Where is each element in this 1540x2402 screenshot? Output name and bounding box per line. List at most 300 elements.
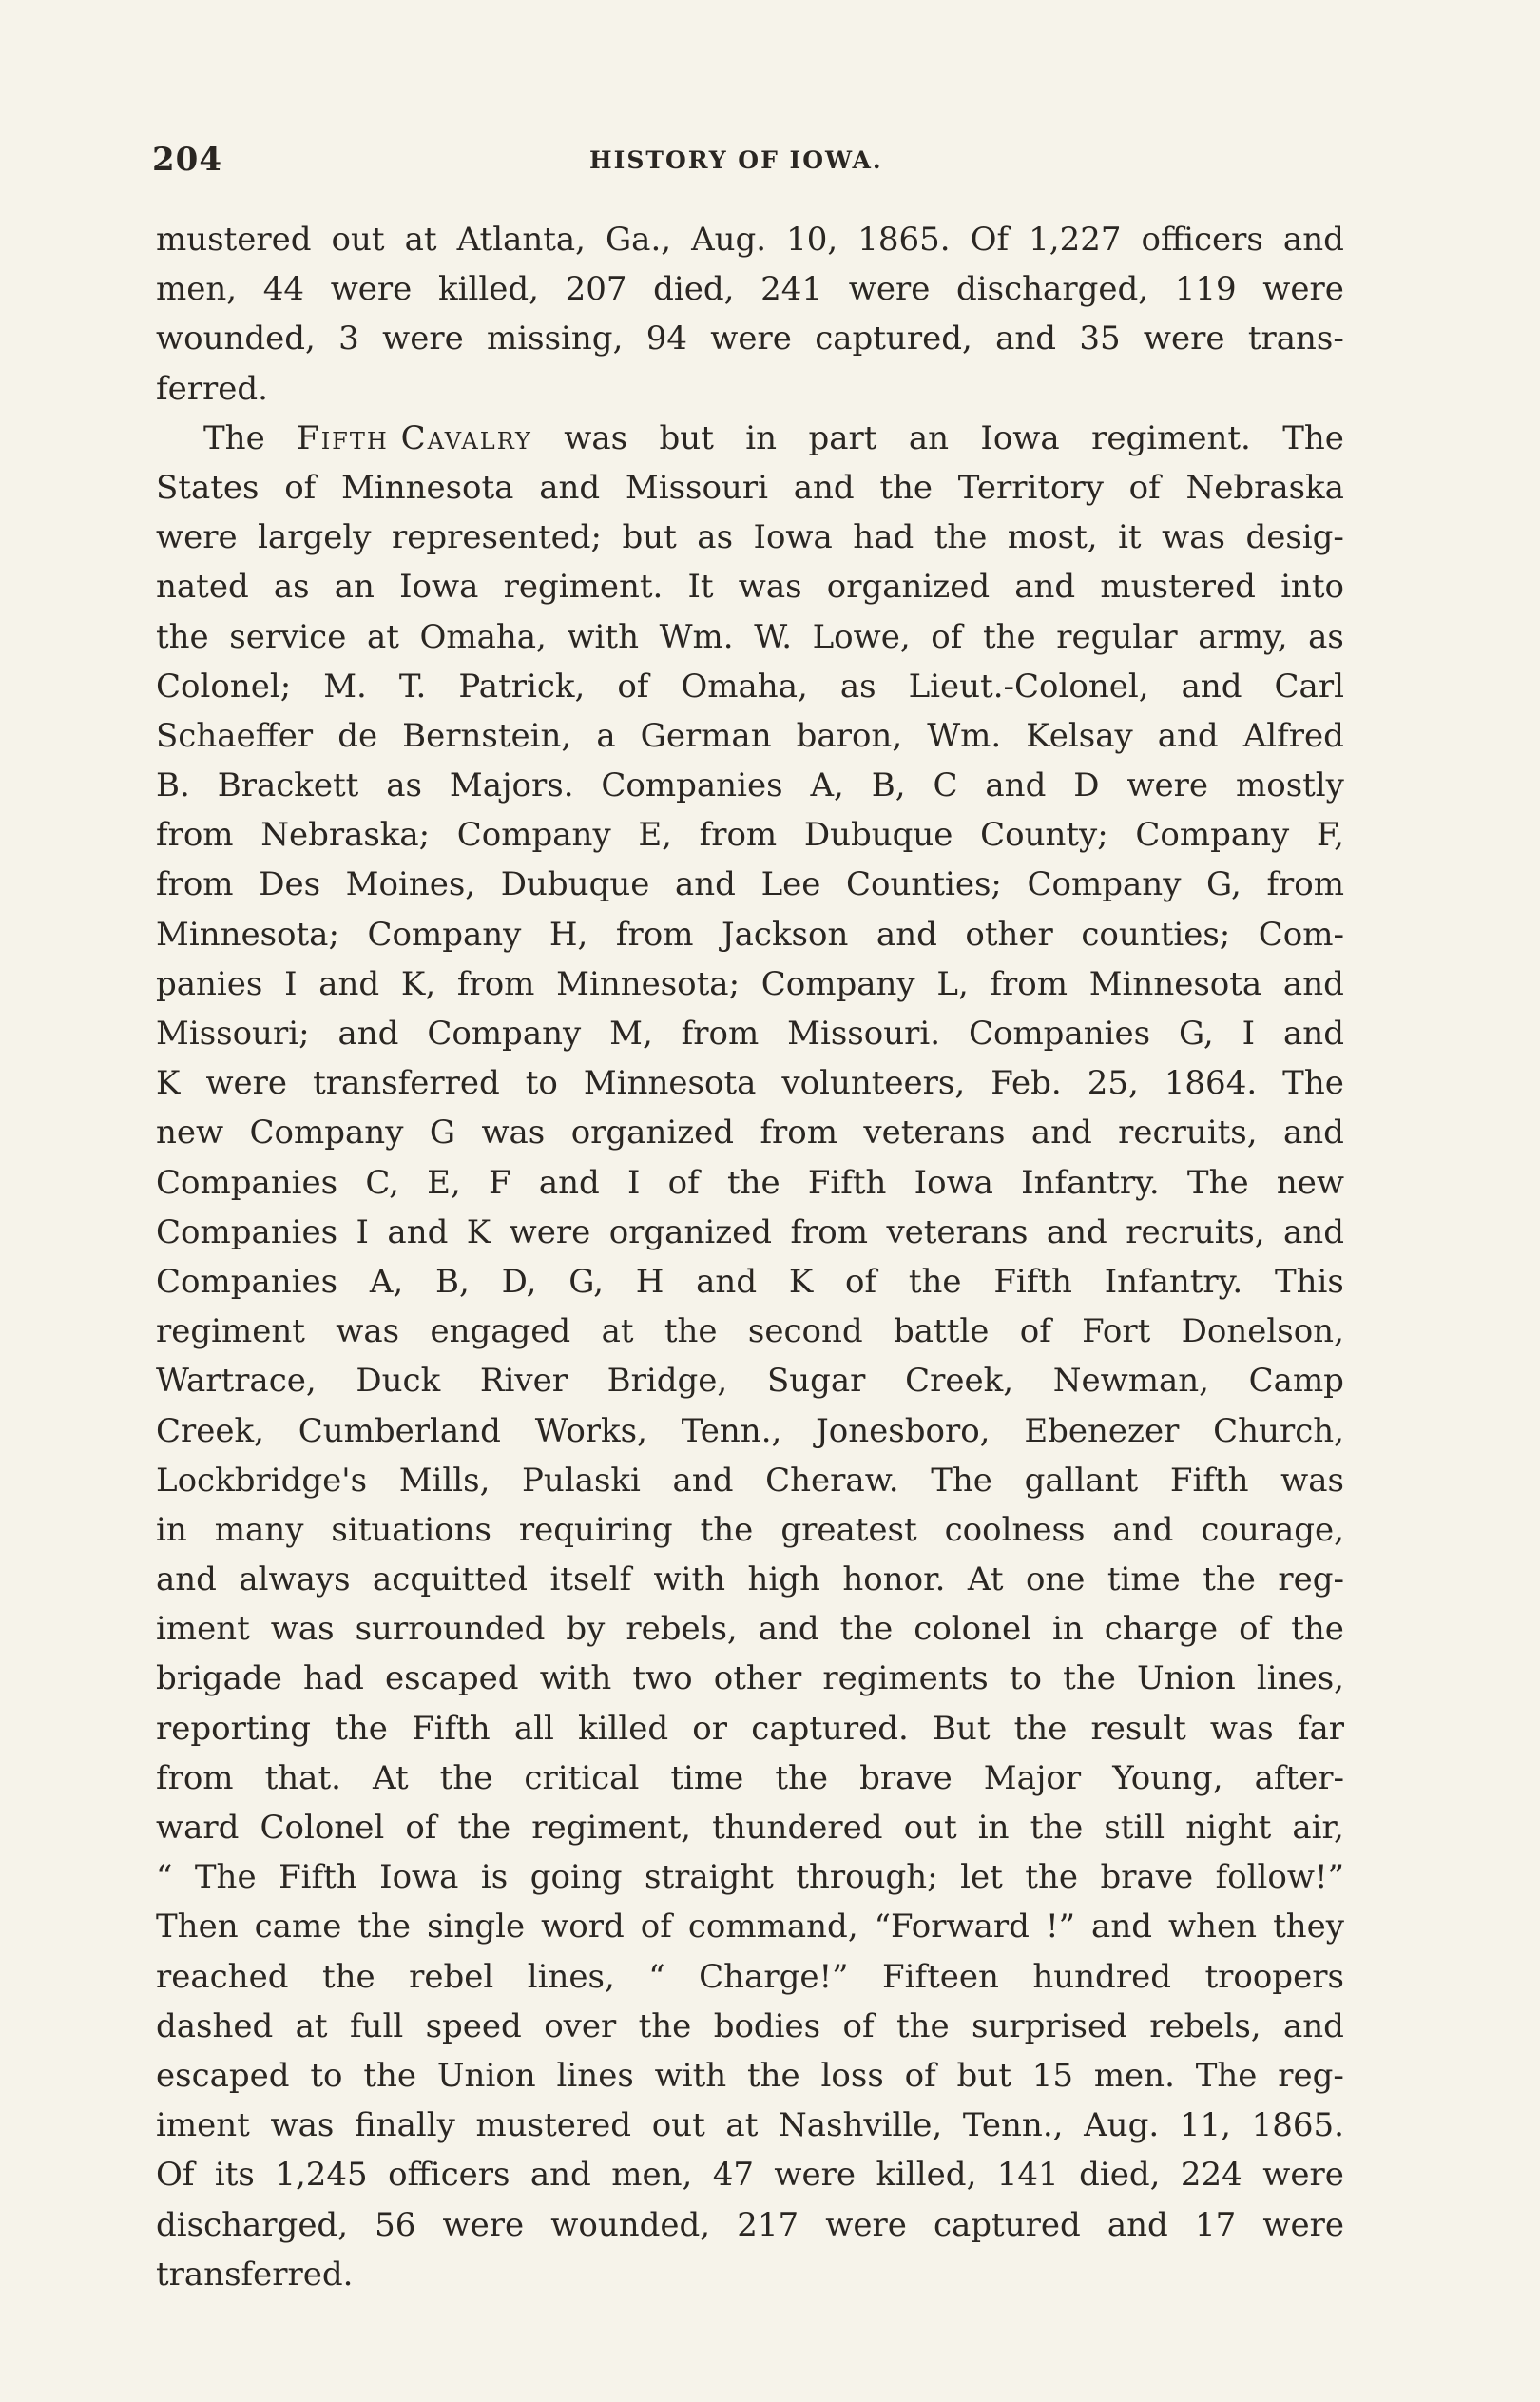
text-word: with <box>653 1560 726 1599</box>
text-word: A, <box>810 766 844 805</box>
text-word: was <box>1280 1461 1344 1500</box>
text-line <box>156 1158 1344 1208</box>
text-line <box>156 1555 1344 1604</box>
text-word: regiments <box>822 1659 989 1698</box>
text-line <box>156 959 1344 1009</box>
text-word: men, <box>156 270 238 309</box>
text-word: rebels, <box>626 1610 738 1649</box>
text-word: Companies <box>156 1163 338 1202</box>
text-word: I <box>1242 1015 1256 1053</box>
text-word: and <box>675 865 736 904</box>
text-word: of <box>1128 468 1161 507</box>
text-word: Infantry. <box>1104 1262 1243 1301</box>
text-word: officers <box>1141 221 1263 259</box>
text-word: command, <box>687 1908 858 1947</box>
text-word: from <box>615 915 694 954</box>
text-word: Of <box>156 2156 195 2195</box>
text-word: Ebenezer <box>1024 1411 1180 1450</box>
text-word: “ <box>156 1858 173 1897</box>
text-word: the <box>1063 1659 1116 1698</box>
text-word: were <box>710 320 792 358</box>
text-word: Schaeffer <box>156 716 314 755</box>
text-word: of <box>1239 1610 1271 1649</box>
text-word: Companies <box>156 1262 338 1301</box>
text-word: Colonel <box>260 1809 385 1847</box>
text-word: Colonel; <box>156 667 292 706</box>
text-word: service <box>229 617 347 656</box>
text-word: troopers <box>1204 1957 1344 1996</box>
text-word: colonel <box>914 1610 1032 1649</box>
text-word: Fifth <box>279 1858 357 1897</box>
text-word: were <box>382 320 464 358</box>
text-word: The <box>203 418 265 457</box>
text-line <box>156 215 1344 264</box>
text-word: rebels, <box>1149 2006 1261 2045</box>
text-word: largely <box>258 518 372 557</box>
text-word: and <box>1157 716 1219 755</box>
text-word: dashed <box>156 2006 274 2045</box>
text-word: and <box>995 320 1057 358</box>
text-word: of <box>667 1163 700 1202</box>
text-word: coolness <box>944 1510 1086 1549</box>
text-word: rebel <box>409 1957 494 1996</box>
page-number: 204 <box>152 141 222 179</box>
text-word: Brackett <box>217 766 359 805</box>
text-word: and <box>1283 1015 1344 1053</box>
text-word: B. <box>156 766 190 805</box>
text-word: into <box>1280 568 1344 607</box>
text-word: Donelson, <box>1181 1312 1344 1351</box>
text-word: 35 <box>1079 320 1121 358</box>
text-line <box>156 1803 1344 1852</box>
text-word: discharged, <box>156 2205 349 2244</box>
text-word: Minnesota; <box>556 964 741 1003</box>
text-word: of <box>640 1908 672 1947</box>
text-word: German <box>640 716 772 755</box>
text-word: veterans <box>886 1212 1029 1251</box>
text-word: with <box>654 2056 727 2095</box>
text-word: new <box>1276 1163 1344 1202</box>
text-word: and <box>758 1610 819 1649</box>
text-word: Creek, <box>905 1362 1014 1401</box>
text-line <box>156 810 1344 860</box>
text-word: 47 <box>712 2156 754 2195</box>
text-word: in <box>977 1809 1010 1847</box>
text-word: Com- <box>1258 915 1344 954</box>
text-word: Fifteen <box>882 1957 999 1996</box>
text-word: of <box>904 2056 936 2095</box>
text-word: Wm. <box>659 617 734 656</box>
text-word: greatest <box>780 1510 917 1549</box>
text-word: after- <box>1254 1758 1344 1797</box>
text-word: 119 <box>1174 270 1237 309</box>
text-word: surrounded <box>355 1610 546 1649</box>
text-word: Companies <box>601 766 783 805</box>
text-word: killed, <box>437 270 539 309</box>
text-word: L, <box>936 964 969 1003</box>
text-line <box>156 1952 1344 2002</box>
text-word: as <box>1308 617 1344 656</box>
text-word: over <box>544 2006 617 2045</box>
text-word: 3 <box>338 320 359 358</box>
text-word: in <box>745 418 778 457</box>
text-word: Fifth <box>1169 1461 1249 1500</box>
text-word: out <box>331 221 385 259</box>
text-word: at <box>404 221 437 259</box>
text-word: Alfred <box>1242 716 1344 755</box>
text-word: that. <box>264 1758 341 1797</box>
text-word: hundred <box>1032 1957 1171 1996</box>
text-word: 94 <box>645 320 687 358</box>
text-word: Minnesota <box>341 468 514 507</box>
text-word: 56 <box>375 2205 416 2244</box>
text-word: were <box>1262 2205 1344 2244</box>
text-word: 1865. <box>857 221 951 259</box>
text-word: was <box>1162 518 1225 557</box>
text-word: Fifth <box>993 1262 1072 1301</box>
text-word: baron, <box>796 716 903 755</box>
text-word: the <box>1291 1610 1344 1649</box>
text-word: but <box>622 518 677 557</box>
text-word: the <box>700 1510 754 1549</box>
running-title: HISTORY OF IOWA. <box>589 146 883 174</box>
text-line <box>156 1505 1344 1555</box>
text-word: Lowe, <box>812 617 911 656</box>
text-word: discharged, <box>956 270 1149 309</box>
text-word: The <box>1195 2056 1258 2095</box>
text-word: Ga., <box>606 221 672 259</box>
text-word: were <box>205 1064 288 1103</box>
text-line: transferred. <box>156 2255 354 2294</box>
text-word: “Forward <box>874 1908 1030 1947</box>
text-word: two <box>632 1659 693 1698</box>
text-word: 207 <box>565 270 627 309</box>
text-word: of <box>845 1262 877 1301</box>
text-word: a <box>596 716 616 755</box>
text-word: Des <box>259 865 321 904</box>
text-word: volunteers, <box>781 1064 966 1103</box>
text-word: Creek, <box>156 1411 264 1450</box>
text-word: all <box>513 1709 554 1748</box>
text-word: 1864. <box>1164 1064 1258 1103</box>
text-word: died, <box>653 270 735 309</box>
text-word: the <box>1030 1809 1084 1847</box>
text-word: captured. <box>751 1709 909 1748</box>
text-word: as <box>697 518 734 557</box>
text-word: to <box>310 2056 343 2095</box>
text-line <box>156 860 1344 909</box>
text-word: an <box>334 568 375 607</box>
text-word: Mills, <box>398 1461 491 1500</box>
text-word: T. <box>398 667 427 706</box>
text-word: and <box>1112 1510 1174 1549</box>
text-word: most, <box>1007 518 1098 557</box>
text-word: and <box>318 964 380 1003</box>
text-word: Sugar <box>766 1362 866 1401</box>
text-word: was <box>1209 1709 1274 1748</box>
text-word: Company <box>1135 816 1290 855</box>
text-word: in <box>156 1510 187 1549</box>
text-word: Moines, <box>345 865 476 904</box>
text-word: D, <box>501 1262 537 1301</box>
text-word: and <box>1046 1212 1107 1251</box>
text-word: Omaha, <box>419 617 547 656</box>
text-word: Kelsay <box>1026 716 1133 755</box>
text-word: 217 <box>737 2205 799 2244</box>
text-word: Union <box>1136 1659 1236 1698</box>
text-line <box>156 1356 1344 1405</box>
text-word: B, <box>435 1262 470 1301</box>
text-word: Dubuque <box>803 816 953 855</box>
text-word: reg- <box>1278 1560 1344 1599</box>
text-word: escaped <box>156 2056 290 2095</box>
text-word: men. <box>1093 2056 1175 2095</box>
text-word: lines <box>556 2056 634 2095</box>
text-word: and <box>539 468 601 507</box>
text-word: engaged <box>430 1312 571 1351</box>
text-word: itself <box>549 1560 632 1599</box>
text-word: Lieut.-Colonel, <box>908 667 1149 706</box>
text-word: and <box>1282 2006 1344 2045</box>
text-line <box>156 1257 1344 1307</box>
text-word: men, <box>611 2156 693 2195</box>
text-word: and <box>337 1015 399 1053</box>
text-word: and <box>1014 568 1076 607</box>
text-word: and <box>672 1461 734 1500</box>
text-word: and <box>1282 1114 1344 1153</box>
text-word: as <box>386 766 422 805</box>
text-word: or <box>692 1709 728 1748</box>
text-word: F, <box>1316 816 1344 855</box>
text-word: Fifth <box>412 1709 491 1748</box>
text-word: let <box>960 1858 1003 1897</box>
text-line: ferred. <box>156 369 268 408</box>
text-word: Nebraska; <box>260 816 431 855</box>
text-word: Then <box>156 1908 239 1947</box>
text-word: K <box>156 1064 181 1103</box>
text-word: mustered <box>475 2106 632 2145</box>
text-word: loss <box>820 2056 884 2095</box>
text-word: regiment <box>156 1312 305 1351</box>
text-word: the <box>335 1709 388 1748</box>
text-word: acquitted <box>373 1560 529 1599</box>
text-word: regiment. <box>503 568 664 607</box>
text-word: The <box>931 1461 992 1500</box>
text-word: iment <box>156 1610 250 1649</box>
text-word: finally <box>355 2106 455 2145</box>
text-word: missing, <box>487 320 624 358</box>
text-word: from <box>699 816 778 855</box>
text-word: killed, <box>876 2156 977 2195</box>
text-word: and <box>529 2156 591 2195</box>
text-word: States <box>156 468 260 507</box>
text-word: far <box>1297 1709 1344 1748</box>
text-word: G, <box>1178 1015 1214 1053</box>
text-word: came <box>254 1908 342 1947</box>
text-word: they <box>1273 1908 1344 1947</box>
text-word: Omaha, <box>681 667 808 706</box>
text-word: “ <box>648 1957 665 1996</box>
text-word: second <box>747 1312 863 1351</box>
text-word: organized <box>826 568 991 607</box>
text-word: captured, <box>815 320 972 358</box>
text-word: was <box>270 1610 335 1649</box>
text-word: Jonesboro, <box>816 1411 991 1450</box>
text-word: Aug. <box>691 221 767 259</box>
text-line <box>156 662 1344 711</box>
text-word: Tenn., <box>681 1411 782 1450</box>
text-word: K <box>466 1212 491 1251</box>
text-line <box>156 1654 1344 1703</box>
text-word: Pulaski <box>522 1461 641 1500</box>
text-word: !” <box>1045 1908 1075 1947</box>
text-word: but <box>956 2056 1011 2095</box>
text-word: from <box>456 964 535 1003</box>
text-word: from <box>156 816 234 855</box>
text-word: veterans <box>863 1114 1006 1153</box>
text-word: E, <box>427 1163 461 1202</box>
text-word: the <box>1013 1709 1068 1748</box>
text-word: I <box>627 1163 641 1202</box>
text-word: regular <box>1056 617 1178 656</box>
text-word: Iowa <box>399 568 479 607</box>
text-word: and <box>156 1560 217 1599</box>
text-word: from <box>1266 865 1344 904</box>
text-word: K, <box>400 964 436 1003</box>
text-word: W. <box>754 617 792 656</box>
text-word: the <box>908 1262 962 1301</box>
text-word: the <box>726 1163 780 1202</box>
text-word: Wm. <box>927 716 1002 755</box>
text-word: out <box>651 2106 705 2145</box>
text-word: Cheraw. <box>765 1461 899 1500</box>
text-word: I <box>356 1212 369 1251</box>
text-line <box>156 1058 1344 1108</box>
text-word: were <box>825 2205 907 2244</box>
text-word: Fifth <box>807 1163 887 1202</box>
text-word: were <box>330 270 413 309</box>
text-word: Bridge, <box>606 1362 728 1401</box>
text-word: and <box>1283 1212 1344 1251</box>
text-word: This <box>1274 1262 1344 1301</box>
text-word: always <box>239 1560 351 1599</box>
text-word: and <box>1030 1114 1092 1153</box>
text-word: regiment. <box>1091 418 1251 457</box>
text-word: 44 <box>262 270 305 309</box>
text-word: Counties; <box>846 865 1002 904</box>
text-line <box>156 761 1344 810</box>
text-word: recruits, <box>1126 1212 1265 1251</box>
text-word: from <box>790 1212 868 1251</box>
text-word: Iowa <box>379 1858 459 1897</box>
text-word: Bernstein, <box>402 716 572 755</box>
text-word: Nebraska <box>1185 468 1344 507</box>
text-word: were <box>442 2205 525 2244</box>
text-word: of <box>284 468 317 507</box>
text-word: battle <box>894 1312 990 1351</box>
text-word: was <box>481 1114 546 1153</box>
text-word: H <box>635 1262 664 1301</box>
text-word: Companies <box>156 1212 338 1251</box>
text-word: honor. <box>842 1560 946 1599</box>
text-word: charge <box>1104 1610 1219 1649</box>
text-word: lines, <box>527 1957 615 1996</box>
text-word: M, <box>609 1015 653 1053</box>
text-word: The <box>1282 1064 1344 1103</box>
text-word: were <box>1126 766 1209 805</box>
text-word: critical <box>524 1758 640 1797</box>
text-line <box>156 1406 1344 1456</box>
text-word: Works, <box>534 1411 647 1450</box>
text-word: Company <box>249 1114 404 1153</box>
text-word: through; <box>796 1858 938 1897</box>
text-word: as <box>273 568 310 607</box>
text-word: K <box>788 1262 814 1301</box>
text-word: the <box>638 2006 692 2045</box>
text-line <box>156 2002 1344 2051</box>
text-word: were <box>1262 270 1344 309</box>
text-word: were <box>1262 2156 1344 2195</box>
text-line <box>156 1852 1344 1902</box>
paragraph-first-line <box>156 414 1344 463</box>
text-word: when <box>1168 1908 1258 1947</box>
text-line <box>156 2051 1344 2101</box>
text-word: Cumberland <box>298 1411 501 1450</box>
text-word: part <box>808 418 877 457</box>
text-word: River <box>479 1362 568 1401</box>
text-word: were <box>509 1212 591 1251</box>
text-word: transferred <box>313 1064 500 1103</box>
text-word: the <box>664 1312 718 1351</box>
text-word: mustered <box>1100 568 1256 607</box>
text-word: reg- <box>1278 2056 1344 2095</box>
text-word: Company <box>427 1015 582 1053</box>
text-word: Of <box>970 221 1010 259</box>
text-word: Companies <box>968 1015 1151 1053</box>
text-word: from <box>156 865 234 904</box>
text-word: at <box>601 1312 634 1351</box>
text-word: The <box>194 1858 257 1897</box>
text-word: B, <box>871 766 906 805</box>
text-word: with <box>539 1659 612 1698</box>
text-word: at <box>725 2106 759 2145</box>
text-word: 1,227 <box>1029 221 1122 259</box>
text-word: the <box>895 2006 950 2045</box>
text-word: the <box>439 1758 493 1797</box>
text-word: escaped <box>385 1659 519 1698</box>
text-word: Major <box>983 1758 1082 1797</box>
text-word: an <box>908 418 949 457</box>
text-word: officers <box>388 2156 510 2195</box>
text-word: of <box>842 2006 875 2045</box>
text-word: F <box>489 1163 511 1202</box>
text-word: and <box>387 1212 449 1251</box>
text-word: wounded, <box>550 2205 711 2244</box>
regiment-name-smallcaps: Fifth Cavalry <box>297 418 532 457</box>
text-word: other <box>713 1659 802 1698</box>
text-word: ward <box>156 1809 240 1847</box>
text-word: word <box>541 1908 625 1947</box>
text-word: and <box>696 1262 758 1301</box>
text-line <box>156 910 1344 959</box>
text-word: with <box>567 617 639 656</box>
text-line <box>156 562 1344 611</box>
text-word: the <box>775 1758 829 1797</box>
text-word: full <box>349 2006 404 2045</box>
text-word: the <box>934 518 988 557</box>
text-word: Patrick, <box>458 667 586 706</box>
text-word: and <box>1091 1908 1152 1947</box>
